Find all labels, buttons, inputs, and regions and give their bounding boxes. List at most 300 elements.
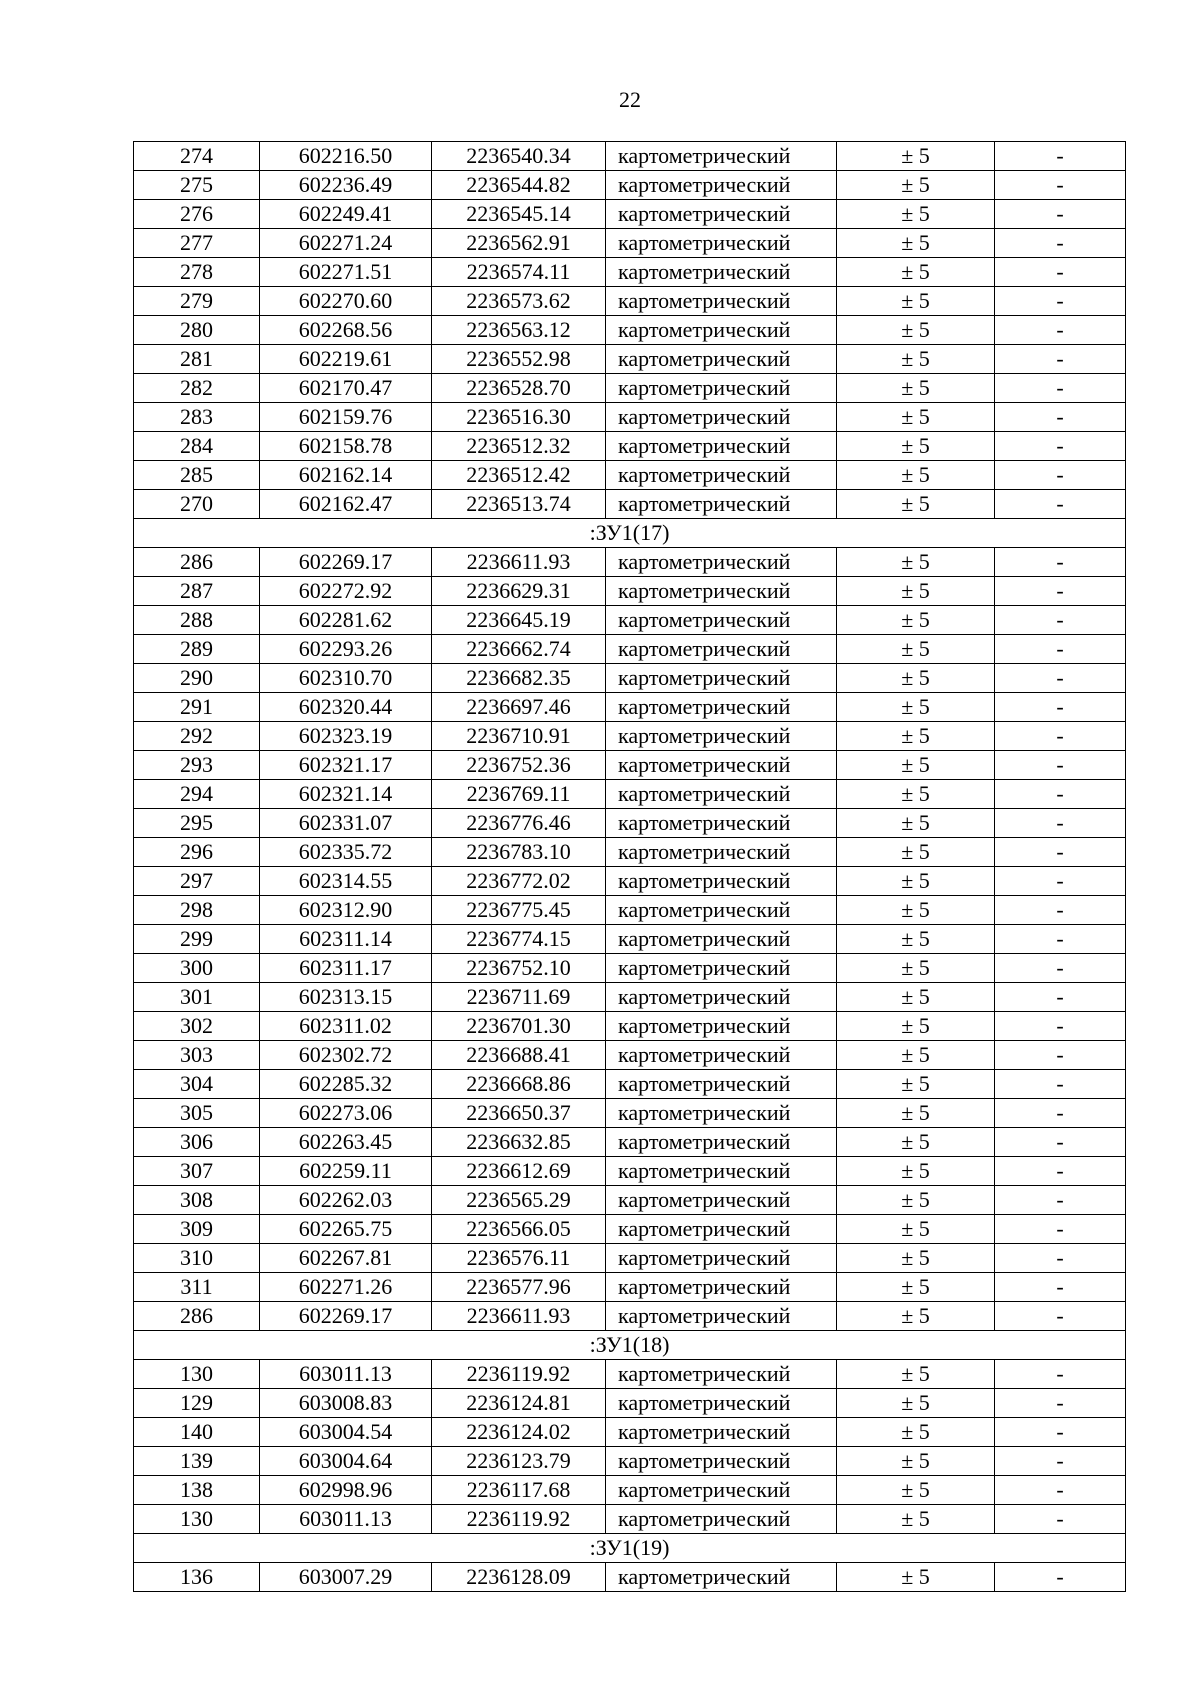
y-coordinate-cell: 2236119.92 xyxy=(432,1360,606,1389)
table-row xyxy=(134,1505,1126,1534)
table-row xyxy=(134,1099,1126,1128)
y-coordinate-cell: 2236645.19 xyxy=(432,606,606,635)
section-header-row xyxy=(134,519,1126,548)
point-number-cell: 289 xyxy=(134,635,260,664)
accuracy-cell: ± 5 xyxy=(837,664,995,693)
method-cell: картометрический xyxy=(606,461,837,490)
method-cell: картометрический xyxy=(606,635,837,664)
method-cell: картометрический xyxy=(606,606,837,635)
x-coordinate-cell: 602313.15 xyxy=(260,983,432,1012)
method-cell: картометрический xyxy=(606,548,837,577)
y-coordinate-cell: 2236512.42 xyxy=(432,461,606,490)
table-row xyxy=(134,1215,1126,1244)
y-coordinate-cell: 2236752.36 xyxy=(432,751,606,780)
method-cell: картометрический xyxy=(606,142,837,171)
accuracy-cell: ± 5 xyxy=(837,1447,995,1476)
method-cell: картометрический xyxy=(606,258,837,287)
table-row xyxy=(134,664,1126,693)
point-number-cell: 303 xyxy=(134,1041,260,1070)
accuracy-cell: ± 5 xyxy=(837,1505,995,1534)
point-number-cell: 130 xyxy=(134,1360,260,1389)
y-coordinate-cell: 2236123.79 xyxy=(432,1447,606,1476)
accuracy-cell: ± 5 xyxy=(837,1041,995,1070)
note-cell: - xyxy=(995,1418,1126,1447)
note-cell: - xyxy=(995,316,1126,345)
y-coordinate-cell: 2236124.81 xyxy=(432,1389,606,1418)
table-row xyxy=(134,838,1126,867)
y-coordinate-cell: 2236611.93 xyxy=(432,1302,606,1331)
y-coordinate-cell: 2236650.37 xyxy=(432,1099,606,1128)
accuracy-cell: ± 5 xyxy=(837,606,995,635)
method-cell: картометрический xyxy=(606,1012,837,1041)
y-coordinate-cell: 2236611.93 xyxy=(432,548,606,577)
table-row xyxy=(134,1273,1126,1302)
table-row xyxy=(134,983,1126,1012)
y-coordinate-cell: 2236668.86 xyxy=(432,1070,606,1099)
y-coordinate-cell: 2236783.10 xyxy=(432,838,606,867)
method-cell: картометрический xyxy=(606,867,837,896)
x-coordinate-cell: 602236.49 xyxy=(260,171,432,200)
y-coordinate-cell: 2236772.02 xyxy=(432,867,606,896)
table-row xyxy=(134,548,1126,577)
note-cell: - xyxy=(995,548,1126,577)
method-cell: картометрический xyxy=(606,1360,837,1389)
x-coordinate-cell: 602311.17 xyxy=(260,954,432,983)
point-number-cell: 286 xyxy=(134,1302,260,1331)
accuracy-cell: ± 5 xyxy=(837,1389,995,1418)
y-coordinate-cell: 2236576.11 xyxy=(432,1244,606,1273)
accuracy-cell: ± 5 xyxy=(837,287,995,316)
point-number-cell: 292 xyxy=(134,722,260,751)
accuracy-cell: ± 5 xyxy=(837,1012,995,1041)
method-cell: картометрический xyxy=(606,954,837,983)
accuracy-cell: ± 5 xyxy=(837,1215,995,1244)
table-row xyxy=(134,1041,1126,1070)
point-number-cell: 290 xyxy=(134,664,260,693)
method-cell: картометрический xyxy=(606,229,837,258)
note-cell: - xyxy=(995,1099,1126,1128)
x-coordinate-cell: 602320.44 xyxy=(260,693,432,722)
point-number-cell: 280 xyxy=(134,316,260,345)
note-cell: - xyxy=(995,142,1126,171)
accuracy-cell: ± 5 xyxy=(837,577,995,606)
table-row xyxy=(134,171,1126,200)
table-row xyxy=(134,1563,1126,1592)
note-cell: - xyxy=(995,925,1126,954)
y-coordinate-cell: 2236566.05 xyxy=(432,1215,606,1244)
accuracy-cell: ± 5 xyxy=(837,1563,995,1592)
y-coordinate-cell: 2236512.32 xyxy=(432,432,606,461)
table-row xyxy=(134,1012,1126,1041)
note-cell: - xyxy=(995,606,1126,635)
accuracy-cell: ± 5 xyxy=(837,751,995,780)
accuracy-cell: ± 5 xyxy=(837,1273,995,1302)
x-coordinate-cell: 602272.92 xyxy=(260,577,432,606)
table-row xyxy=(134,200,1126,229)
point-number-cell: 276 xyxy=(134,200,260,229)
point-number-cell: 283 xyxy=(134,403,260,432)
section-title: :ЗУ1(17) xyxy=(134,519,1126,548)
note-cell: - xyxy=(995,1505,1126,1534)
x-coordinate-cell: 602281.62 xyxy=(260,606,432,635)
point-number-cell: 288 xyxy=(134,606,260,635)
note-cell: - xyxy=(995,1128,1126,1157)
y-coordinate-cell: 2236528.70 xyxy=(432,374,606,403)
point-number-cell: 275 xyxy=(134,171,260,200)
method-cell: картометрический xyxy=(606,1302,837,1331)
note-cell: - xyxy=(995,664,1126,693)
x-coordinate-cell: 602268.56 xyxy=(260,316,432,345)
x-coordinate-cell: 602263.45 xyxy=(260,1128,432,1157)
note-cell: - xyxy=(995,258,1126,287)
table-row xyxy=(134,954,1126,983)
point-number-cell: 270 xyxy=(134,490,260,519)
coordinates-table xyxy=(133,141,1126,1592)
point-number-cell: 298 xyxy=(134,896,260,925)
method-cell: картометрический xyxy=(606,171,837,200)
y-coordinate-cell: 2236662.74 xyxy=(432,635,606,664)
y-coordinate-cell: 2236612.69 xyxy=(432,1157,606,1186)
y-coordinate-cell: 2236632.85 xyxy=(432,1128,606,1157)
note-cell: - xyxy=(995,171,1126,200)
method-cell: картометрический xyxy=(606,1273,837,1302)
table-row xyxy=(134,1157,1126,1186)
x-coordinate-cell: 602323.19 xyxy=(260,722,432,751)
accuracy-cell: ± 5 xyxy=(837,925,995,954)
accuracy-cell: ± 5 xyxy=(837,1360,995,1389)
note-cell: - xyxy=(995,1360,1126,1389)
method-cell: картометрический xyxy=(606,490,837,519)
note-cell: - xyxy=(995,461,1126,490)
accuracy-cell: ± 5 xyxy=(837,1070,995,1099)
point-number-cell: 291 xyxy=(134,693,260,722)
method-cell: картометрический xyxy=(606,316,837,345)
table-row xyxy=(134,258,1126,287)
accuracy-cell: ± 5 xyxy=(837,548,995,577)
method-cell: картометрический xyxy=(606,1505,837,1534)
x-coordinate-cell: 602998.96 xyxy=(260,1476,432,1505)
point-number-cell: 274 xyxy=(134,142,260,171)
x-coordinate-cell: 602270.60 xyxy=(260,287,432,316)
y-coordinate-cell: 2236711.69 xyxy=(432,983,606,1012)
coordinates-table-body xyxy=(134,142,1126,1592)
note-cell: - xyxy=(995,780,1126,809)
method-cell: картометрический xyxy=(606,1041,837,1070)
table-row xyxy=(134,345,1126,374)
note-cell: - xyxy=(995,1070,1126,1099)
point-number-cell: 309 xyxy=(134,1215,260,1244)
y-coordinate-cell: 2236562.91 xyxy=(432,229,606,258)
accuracy-cell: ± 5 xyxy=(837,229,995,258)
point-number-cell: 302 xyxy=(134,1012,260,1041)
note-cell: - xyxy=(995,751,1126,780)
note-cell: - xyxy=(995,229,1126,258)
y-coordinate-cell: 2236688.41 xyxy=(432,1041,606,1070)
page-number: 22 xyxy=(619,87,641,112)
point-number-cell: 301 xyxy=(134,983,260,1012)
accuracy-cell: ± 5 xyxy=(837,403,995,432)
table-row xyxy=(134,577,1126,606)
x-coordinate-cell: 602219.61 xyxy=(260,345,432,374)
note-cell: - xyxy=(995,1215,1126,1244)
point-number-cell: 287 xyxy=(134,577,260,606)
table-row xyxy=(134,751,1126,780)
note-cell: - xyxy=(995,867,1126,896)
accuracy-cell: ± 5 xyxy=(837,374,995,403)
point-number-cell: 299 xyxy=(134,925,260,954)
note-cell: - xyxy=(995,1041,1126,1070)
y-coordinate-cell: 2236776.46 xyxy=(432,809,606,838)
y-coordinate-cell: 2236710.91 xyxy=(432,722,606,751)
y-coordinate-cell: 2236565.29 xyxy=(432,1186,606,1215)
point-number-cell: 282 xyxy=(134,374,260,403)
point-number-cell: 306 xyxy=(134,1128,260,1157)
x-coordinate-cell: 602314.55 xyxy=(260,867,432,896)
x-coordinate-cell: 603008.83 xyxy=(260,1389,432,1418)
table-row xyxy=(134,490,1126,519)
point-number-cell: 277 xyxy=(134,229,260,258)
y-coordinate-cell: 2236563.12 xyxy=(432,316,606,345)
accuracy-cell: ± 5 xyxy=(837,867,995,896)
method-cell: картометрический xyxy=(606,809,837,838)
y-coordinate-cell: 2236701.30 xyxy=(432,1012,606,1041)
method-cell: картометрический xyxy=(606,1418,837,1447)
point-number-cell: 130 xyxy=(134,1505,260,1534)
x-coordinate-cell: 602271.51 xyxy=(260,258,432,287)
y-coordinate-cell: 2236516.30 xyxy=(432,403,606,432)
y-coordinate-cell: 2236552.98 xyxy=(432,345,606,374)
point-number-cell: 296 xyxy=(134,838,260,867)
table-row xyxy=(134,1447,1126,1476)
note-cell: - xyxy=(995,577,1126,606)
method-cell: картометрический xyxy=(606,374,837,403)
x-coordinate-cell: 602321.14 xyxy=(260,780,432,809)
table-row xyxy=(134,316,1126,345)
accuracy-cell: ± 5 xyxy=(837,780,995,809)
y-coordinate-cell: 2236769.11 xyxy=(432,780,606,809)
method-cell: картометрический xyxy=(606,1563,837,1592)
method-cell: картометрический xyxy=(606,1389,837,1418)
accuracy-cell: ± 5 xyxy=(837,896,995,925)
x-coordinate-cell: 602310.70 xyxy=(260,664,432,693)
note-cell: - xyxy=(995,635,1126,664)
note-cell: - xyxy=(995,1186,1126,1215)
table-row xyxy=(134,896,1126,925)
table-row xyxy=(134,229,1126,258)
x-coordinate-cell: 602331.07 xyxy=(260,809,432,838)
accuracy-cell: ± 5 xyxy=(837,258,995,287)
note-cell: - xyxy=(995,1476,1126,1505)
point-number-cell: 285 xyxy=(134,461,260,490)
point-number-cell: 129 xyxy=(134,1389,260,1418)
note-cell: - xyxy=(995,1447,1126,1476)
table-row xyxy=(134,1476,1126,1505)
x-coordinate-cell: 602311.02 xyxy=(260,1012,432,1041)
method-cell: картометрический xyxy=(606,722,837,751)
note-cell: - xyxy=(995,809,1126,838)
accuracy-cell: ± 5 xyxy=(837,954,995,983)
x-coordinate-cell: 603011.13 xyxy=(260,1360,432,1389)
table-row xyxy=(134,461,1126,490)
accuracy-cell: ± 5 xyxy=(837,983,995,1012)
y-coordinate-cell: 2236577.96 xyxy=(432,1273,606,1302)
point-number-cell: 284 xyxy=(134,432,260,461)
x-coordinate-cell: 602158.78 xyxy=(260,432,432,461)
x-coordinate-cell: 602216.50 xyxy=(260,142,432,171)
y-coordinate-cell: 2236128.09 xyxy=(432,1563,606,1592)
x-coordinate-cell: 602265.75 xyxy=(260,1215,432,1244)
accuracy-cell: ± 5 xyxy=(837,809,995,838)
method-cell: картометрический xyxy=(606,693,837,722)
x-coordinate-cell: 602335.72 xyxy=(260,838,432,867)
accuracy-cell: ± 5 xyxy=(837,1476,995,1505)
table-row xyxy=(134,1070,1126,1099)
accuracy-cell: ± 5 xyxy=(837,345,995,374)
table-row xyxy=(134,780,1126,809)
note-cell: - xyxy=(995,403,1126,432)
x-coordinate-cell: 602159.76 xyxy=(260,403,432,432)
note-cell: - xyxy=(995,1273,1126,1302)
note-cell: - xyxy=(995,722,1126,751)
x-coordinate-cell: 603007.29 xyxy=(260,1563,432,1592)
note-cell: - xyxy=(995,490,1126,519)
point-number-cell: 305 xyxy=(134,1099,260,1128)
point-number-cell: 281 xyxy=(134,345,260,374)
x-coordinate-cell: 602162.47 xyxy=(260,490,432,519)
point-number-cell: 286 xyxy=(134,548,260,577)
method-cell: картометрический xyxy=(606,432,837,461)
point-number-cell: 278 xyxy=(134,258,260,287)
x-coordinate-cell: 602285.32 xyxy=(260,1070,432,1099)
note-cell: - xyxy=(995,838,1126,867)
method-cell: картометрический xyxy=(606,664,837,693)
x-coordinate-cell: 602311.14 xyxy=(260,925,432,954)
y-coordinate-cell: 2236124.02 xyxy=(432,1418,606,1447)
point-number-cell: 136 xyxy=(134,1563,260,1592)
table-row xyxy=(134,1244,1126,1273)
x-coordinate-cell: 602312.90 xyxy=(260,896,432,925)
x-coordinate-cell: 602267.81 xyxy=(260,1244,432,1273)
note-cell: - xyxy=(995,432,1126,461)
y-coordinate-cell: 2236629.31 xyxy=(432,577,606,606)
x-coordinate-cell: 602269.17 xyxy=(260,548,432,577)
method-cell: картометрический xyxy=(606,287,837,316)
note-cell: - xyxy=(995,200,1126,229)
point-number-cell: 297 xyxy=(134,867,260,896)
accuracy-cell: ± 5 xyxy=(837,432,995,461)
method-cell: картометрический xyxy=(606,577,837,606)
y-coordinate-cell: 2236752.10 xyxy=(432,954,606,983)
accuracy-cell: ± 5 xyxy=(837,171,995,200)
method-cell: картометрический xyxy=(606,1186,837,1215)
accuracy-cell: ± 5 xyxy=(837,200,995,229)
accuracy-cell: ± 5 xyxy=(837,461,995,490)
table-row xyxy=(134,1128,1126,1157)
table-row xyxy=(134,693,1126,722)
table-row xyxy=(134,1389,1126,1418)
note-cell: - xyxy=(995,287,1126,316)
method-cell: картометрический xyxy=(606,1157,837,1186)
table-row xyxy=(134,635,1126,664)
note-cell: - xyxy=(995,1012,1126,1041)
accuracy-cell: ± 5 xyxy=(837,1186,995,1215)
accuracy-cell: ± 5 xyxy=(837,838,995,867)
x-coordinate-cell: 603011.13 xyxy=(260,1505,432,1534)
method-cell: картометрический xyxy=(606,896,837,925)
point-number-cell: 304 xyxy=(134,1070,260,1099)
accuracy-cell: ± 5 xyxy=(837,142,995,171)
point-number-cell: 293 xyxy=(134,751,260,780)
method-cell: картометрический xyxy=(606,1099,837,1128)
note-cell: - xyxy=(995,896,1126,925)
point-number-cell: 279 xyxy=(134,287,260,316)
section-title: :ЗУ1(18) xyxy=(134,1331,1126,1360)
point-number-cell: 308 xyxy=(134,1186,260,1215)
method-cell: картометрический xyxy=(606,751,837,780)
x-coordinate-cell: 602262.03 xyxy=(260,1186,432,1215)
point-number-cell: 311 xyxy=(134,1273,260,1302)
x-coordinate-cell: 602170.47 xyxy=(260,374,432,403)
table-row xyxy=(134,809,1126,838)
x-coordinate-cell: 602302.72 xyxy=(260,1041,432,1070)
accuracy-cell: ± 5 xyxy=(837,1099,995,1128)
section-title: :ЗУ1(19) xyxy=(134,1534,1126,1563)
y-coordinate-cell: 2236682.35 xyxy=(432,664,606,693)
note-cell: - xyxy=(995,1389,1126,1418)
y-coordinate-cell: 2236545.14 xyxy=(432,200,606,229)
y-coordinate-cell: 2236119.92 xyxy=(432,1505,606,1534)
note-cell: - xyxy=(995,1244,1126,1273)
x-coordinate-cell: 603004.54 xyxy=(260,1418,432,1447)
table-row xyxy=(134,374,1126,403)
table-row xyxy=(134,867,1126,896)
table-row xyxy=(134,925,1126,954)
table-row xyxy=(134,1302,1126,1331)
y-coordinate-cell: 2236775.45 xyxy=(432,896,606,925)
method-cell: картометрический xyxy=(606,1244,837,1273)
method-cell: картометрический xyxy=(606,838,837,867)
x-coordinate-cell: 602249.41 xyxy=(260,200,432,229)
table-row xyxy=(134,142,1126,171)
method-cell: картометрический xyxy=(606,1476,837,1505)
note-cell: - xyxy=(995,1302,1126,1331)
method-cell: картометрический xyxy=(606,1070,837,1099)
accuracy-cell: ± 5 xyxy=(837,490,995,519)
accuracy-cell: ± 5 xyxy=(837,1244,995,1273)
method-cell: картометрический xyxy=(606,1447,837,1476)
table-row xyxy=(134,606,1126,635)
accuracy-cell: ± 5 xyxy=(837,1302,995,1331)
method-cell: картометрический xyxy=(606,403,837,432)
y-coordinate-cell: 2236513.74 xyxy=(432,490,606,519)
note-cell: - xyxy=(995,693,1126,722)
x-coordinate-cell: 602273.06 xyxy=(260,1099,432,1128)
point-number-cell: 310 xyxy=(134,1244,260,1273)
note-cell: - xyxy=(995,374,1126,403)
table-row xyxy=(134,1186,1126,1215)
point-number-cell: 139 xyxy=(134,1447,260,1476)
x-coordinate-cell: 602271.26 xyxy=(260,1273,432,1302)
note-cell: - xyxy=(995,345,1126,374)
y-coordinate-cell: 2236117.68 xyxy=(432,1476,606,1505)
accuracy-cell: ± 5 xyxy=(837,722,995,751)
point-number-cell: 300 xyxy=(134,954,260,983)
table-row xyxy=(134,722,1126,751)
accuracy-cell: ± 5 xyxy=(837,1418,995,1447)
x-coordinate-cell: 602259.11 xyxy=(260,1157,432,1186)
table-row xyxy=(134,1360,1126,1389)
x-coordinate-cell: 602162.14 xyxy=(260,461,432,490)
